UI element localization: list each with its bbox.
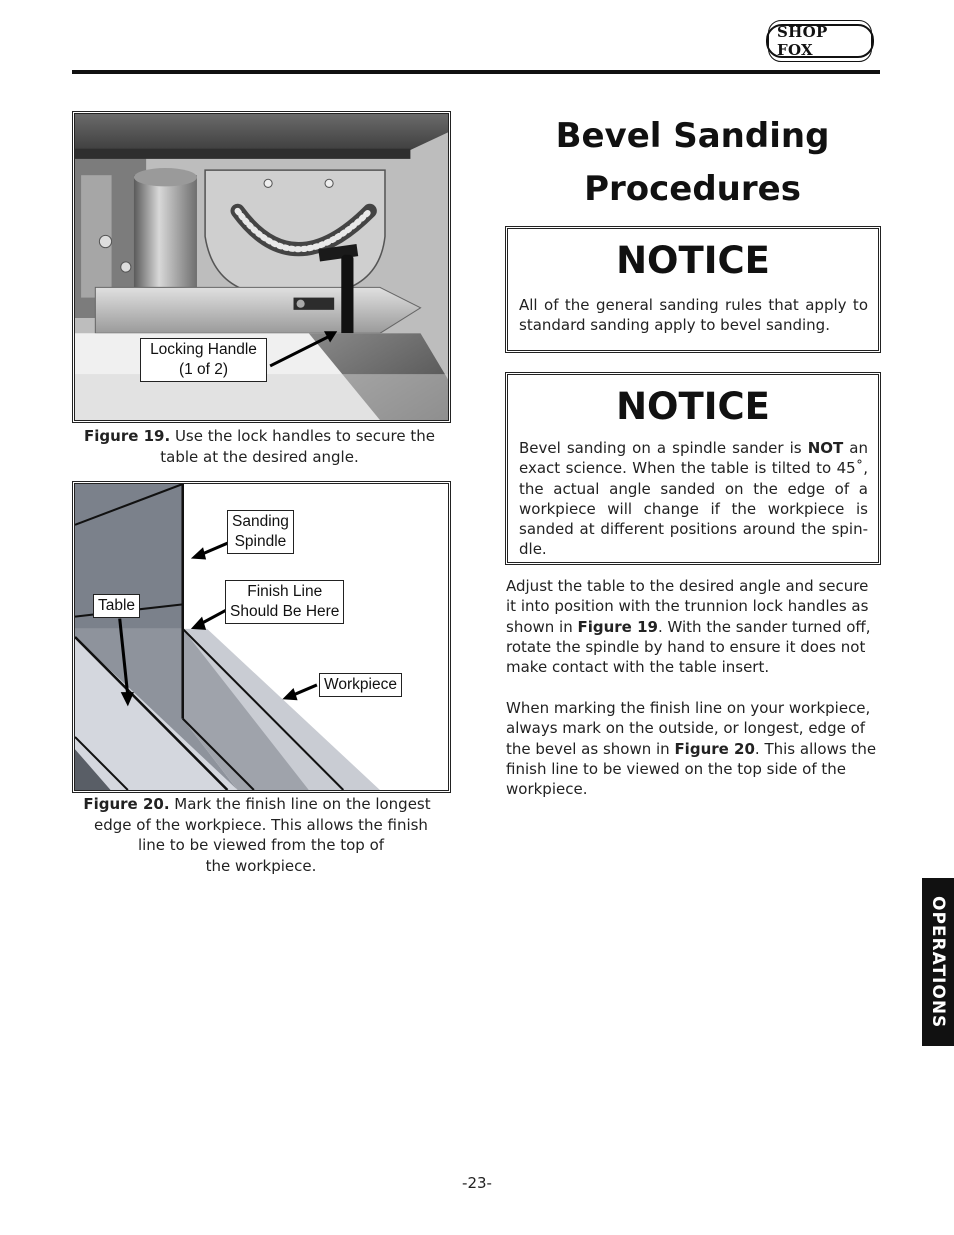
locking-handle-label: Locking Handle [150, 341, 257, 358]
paragraph-finish-line [506, 698, 880, 799]
figure-20-caption-line-4: the workpiece. [205, 856, 317, 875]
figure-19-caption-text-1: Use the lock handles to secure the [170, 427, 435, 445]
notice-1-body: All of the general sanding rules that apply to standard sanding apply to bevel sanding. [519, 296, 868, 335]
locking-handle-callout [140, 338, 267, 382]
figure-19-caption [72, 426, 447, 467]
figure-20-reference: Figure 20 [674, 739, 755, 758]
locking-handle-count: (1 of 2) [178, 361, 229, 378]
page-title-line-2: Procedures [584, 169, 801, 209]
figure-20-label: Figure 20. [83, 795, 170, 813]
figure-20-caption [72, 794, 450, 876]
notice-box-2 [505, 372, 881, 565]
shop-fox-logo [766, 24, 874, 58]
para2-text-1: When marking the finish line on your workpiece, always mark on the outside, or longest, edge of the bevel as shown in [506, 699, 871, 758]
figure-19-reference: Figure 19 [577, 617, 658, 636]
notice-box-1 [505, 226, 881, 353]
workpiece-callout: Workpiece [319, 673, 402, 697]
section-tab-operations [922, 878, 954, 1046]
notice-2-body-before: Bevel sanding on a spindle sander is [519, 439, 808, 457]
figure-20-caption-line-2: edge of the workpiece. This allows the finish [94, 815, 428, 834]
figure-20-caption-line-3: line to be viewed from the top of [137, 836, 385, 854]
figure-20-caption-line-1: Mark the finish line on the longest [169, 795, 431, 813]
figure-20-diagram [72, 481, 451, 793]
section-tab-label: OPERATIONS [928, 895, 948, 1029]
notice-2-body-after: an exact science. When the table is tilted to 45˚, the actual angle sanded on the edge of a workpiece will change if the workpiece is sanded at different positions around the spin-dle. [519, 439, 868, 559]
figure-19-photo [72, 111, 451, 423]
page-title [505, 110, 880, 216]
notice-2-body-bold: NOT [807, 439, 844, 457]
finish-line-label-2: Should Be Here [230, 603, 340, 620]
logo-text: SHOP FOX [768, 20, 872, 62]
notice-1-title: NOTICE [616, 239, 770, 282]
sanding-spindle-callout [227, 510, 294, 554]
para1-text-2: . With the sander turned off, rotate the spindle by hand to ensure it does not make contact with the table insert. [506, 617, 871, 677]
notice-2-title: NOTICE [616, 385, 770, 428]
figure-19-label: Figure 19. [84, 427, 171, 445]
para2-text-2: . This allows the finish line to be viewed on the top side of the workpiece. [506, 739, 877, 799]
finish-line-label-1: Finish Line [247, 583, 323, 600]
sanding-spindle-label-2: Spindle [234, 533, 287, 550]
notice-2-body [508, 438, 878, 560]
finish-line-callout [225, 580, 344, 624]
sanding-spindle-label-1: Sanding [232, 513, 289, 530]
figure-19-caption-text-2: table at the desired angle. [160, 447, 359, 466]
header-rule [72, 70, 880, 74]
para1-text-1: Adjust the table to the desired angle and secure it into position with the trunnion lock handles as shown in [506, 577, 869, 636]
paragraph-adjust-table [506, 576, 880, 677]
page-number: -23- [462, 1174, 492, 1192]
page-title-line-1: Bevel Sanding [555, 116, 830, 156]
table-callout: Table [93, 594, 140, 618]
